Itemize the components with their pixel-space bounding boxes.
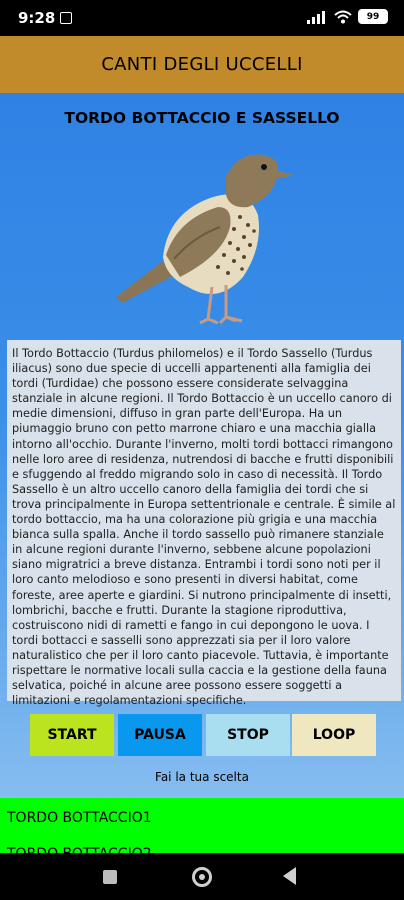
battery-level: 99: [366, 11, 380, 22]
status-time: 9:28: [18, 9, 56, 27]
bird-description: Il Tordo Bottaccio (Turdus philomelos) e il Tordo Sassello (Turdus iliacus) sono due specie di uccelli appartenenti alla famiglia dei tordi (Turdidae) che possono essere considerate selvaggina stanziale in alcune regioni. Il Tordo Bottaccio è un uccello canoro di medie dimensioni, diffuso in gran parte dell'Europa. Ha un piumaggio bruno con petto marrone chiaro e una macchia gialla intorno all'occhio. Durante l'inverno, molti tordi bottacci rimangono nelle loro aree di residenza, nutrendosi di bacche e frutti disponibili e sfuggendo al freddo migrando solo in caso di necessità. Il Tordo Sassello è un altro uccello canoro della famiglia dei tordi che si trova principalmente in Europa settentrionale e centrale. È simile al tordo bottaccio, ma ha una colorazione più grigia e una macchia bianca sulla spalla. Anche il tordo sassello può rimanere stanziale in alcune regioni durante l'inverno, sebbene alcune popolazioni siano migratrici a breve distanza. Entrambi i tordi sono noti per il loro canto melodioso e sono presenti in diversi habitat, come foreste, aree aperte e giardini. Si nutrono principalmente di insetti, lombrichi, bacche e frutti. Durante la stagione riproduttiva, costruiscono nidi di rametti e fango in cui depongono le uova. I tordi bottacci e sasselli sono apprezzati sia per il loro valore naturalistico che per il loro canto piacevole. Tuttavia, è importante rispettare le normative locali sulla caccia e la gestione della fauna selvatica, poiché in alcune aree possono essere soggetti a limitazioni e regolamentazioni specifiche.: [12, 347, 396, 708]
pause-button[interactable]: PAUSA: [118, 714, 202, 756]
home-icon[interactable]: [192, 867, 212, 887]
app-title: CANTI DEGLI UCCELLI: [101, 54, 303, 75]
app-bar: [0, 36, 404, 93]
recents-icon[interactable]: [103, 870, 117, 884]
thrush-bird-image: [108, 137, 288, 337]
stop-button[interactable]: STOP: [206, 714, 290, 756]
signal-icon: [306, 10, 328, 24]
loop-button[interactable]: LOOP: [292, 714, 376, 756]
status-bar: [0, 0, 404, 36]
back-icon[interactable]: [283, 867, 296, 885]
navigation-bar: [0, 853, 404, 900]
start-button[interactable]: START: [30, 714, 114, 756]
bird-title: TORDO BOTTACCIO E SASSELLO: [64, 109, 340, 127]
wifi-icon: [334, 10, 352, 24]
sim-card-icon: [60, 12, 72, 24]
song-list[interactable]: [0, 798, 404, 853]
status-icons: [306, 9, 388, 24]
list-item[interactable]: TORDO BOTTACCIO1: [7, 810, 152, 826]
description-box[interactable]: [7, 340, 401, 708]
battery-icon: [358, 9, 388, 24]
choice-hint: Fai la tua scelta: [155, 770, 249, 784]
main-content: [0, 93, 404, 798]
